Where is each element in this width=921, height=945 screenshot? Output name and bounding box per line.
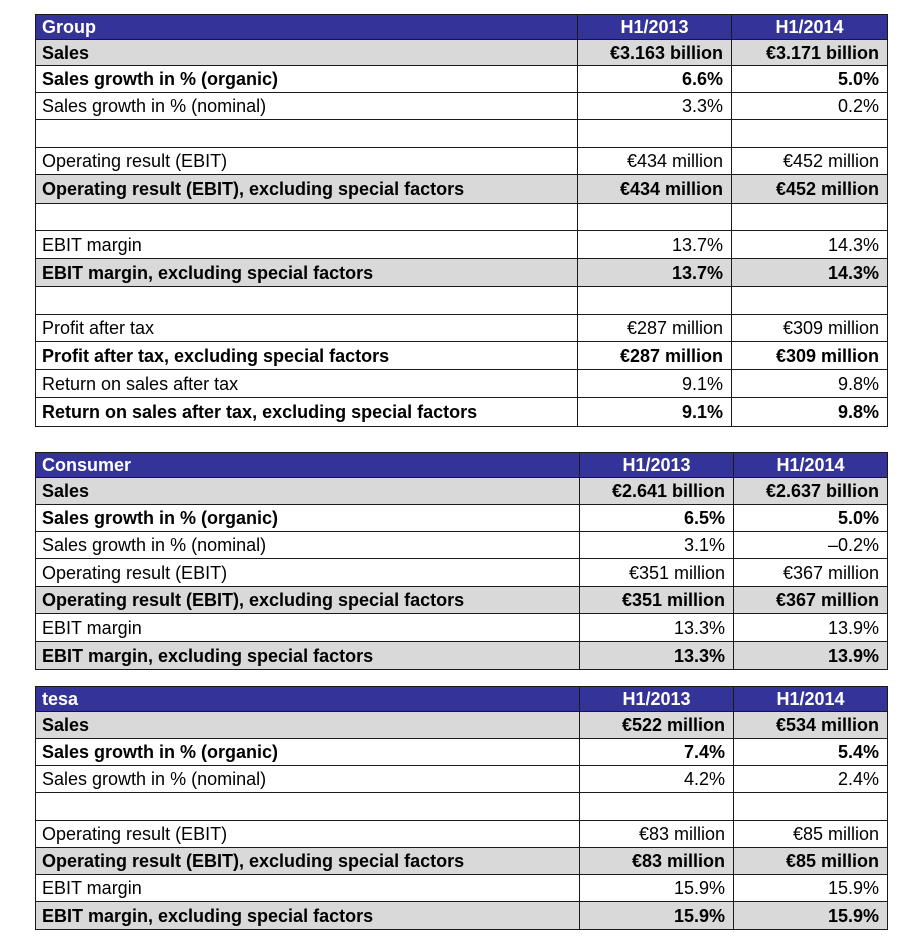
value-h1-2014: €309 million (732, 342, 888, 370)
value-h1-2013 (578, 204, 732, 231)
column-header-h1-2014: H1/2014 (734, 453, 888, 478)
value-h1-2014: 14.3% (732, 259, 888, 287)
table-row (36, 370, 888, 398)
value-h1-2014: €85 million (734, 848, 888, 875)
value-h1-2014: 13.9% (734, 614, 888, 642)
spacer-row (36, 793, 888, 821)
row-label: Operating result (EBIT), excluding special factors (36, 175, 578, 204)
value-h1-2014: €2.637 billion (734, 478, 888, 505)
value-h1-2014 (732, 204, 888, 231)
value-h1-2014: €3.171 billion (732, 40, 888, 66)
value-h1-2013: 3.1% (580, 532, 734, 559)
table-row (36, 766, 888, 793)
row-label (36, 793, 580, 821)
value-h1-2014: €452 million (732, 148, 888, 175)
value-h1-2014: –0.2% (734, 532, 888, 559)
value-h1-2014: 5.0% (732, 66, 888, 93)
table-row (36, 398, 888, 427)
value-h1-2014: €309 million (732, 315, 888, 342)
row-label: Profit after tax (36, 315, 578, 342)
value-h1-2014: 13.9% (734, 642, 888, 670)
table-row (36, 231, 888, 259)
value-h1-2013: 9.1% (578, 370, 732, 398)
value-h1-2014: €534 million (734, 712, 888, 739)
column-header-h1-2013: H1/2013 (580, 453, 734, 478)
spacer-row (36, 287, 888, 315)
row-label: EBIT margin (36, 231, 578, 259)
value-h1-2013: 13.7% (578, 259, 732, 287)
value-h1-2014: 15.9% (734, 902, 888, 930)
row-label: Operating result (EBIT) (36, 821, 580, 848)
row-label: Operating result (EBIT) (36, 148, 578, 175)
table-title: Group (36, 15, 578, 40)
table-header-row (36, 453, 888, 478)
table-row (36, 614, 888, 642)
value-h1-2014: 0.2% (732, 93, 888, 120)
value-h1-2014 (732, 120, 888, 148)
table-row (36, 93, 888, 120)
value-h1-2013: 6.5% (580, 505, 734, 532)
group-table (35, 14, 888, 427)
value-h1-2014: €367 million (734, 587, 888, 614)
table-row (36, 505, 888, 532)
row-label: Profit after tax, excluding special factors (36, 342, 578, 370)
row-label: Operating result (EBIT), excluding special factors (36, 848, 580, 875)
table-row (36, 66, 888, 93)
row-label: EBIT margin (36, 875, 580, 902)
consumer-table (35, 452, 888, 670)
row-label: EBIT margin, excluding special factors (36, 902, 580, 930)
value-h1-2014: €452 million (732, 175, 888, 204)
value-h1-2014: 9.8% (732, 370, 888, 398)
row-label: EBIT margin (36, 614, 580, 642)
value-h1-2013: 13.7% (578, 231, 732, 259)
value-h1-2014: 9.8% (732, 398, 888, 427)
value-h1-2014 (734, 793, 888, 821)
tesa-table (35, 686, 888, 930)
value-h1-2013: 3.3% (578, 93, 732, 120)
value-h1-2014: 15.9% (734, 875, 888, 902)
row-label: Sales growth in % (nominal) (36, 93, 578, 120)
row-label: Sales growth in % (organic) (36, 66, 578, 93)
column-header-h1-2014: H1/2014 (734, 687, 888, 712)
value-h1-2013 (580, 793, 734, 821)
value-h1-2013: €351 million (580, 587, 734, 614)
column-header-h1-2013: H1/2013 (580, 687, 734, 712)
value-h1-2013: 7.4% (580, 739, 734, 766)
row-label: Sales (36, 40, 578, 66)
table-title: tesa (36, 687, 580, 712)
table-row (36, 587, 888, 614)
table-row (36, 642, 888, 670)
row-label: Return on sales after tax (36, 370, 578, 398)
value-h1-2014 (732, 287, 888, 315)
value-h1-2013 (578, 120, 732, 148)
value-h1-2013: €434 million (578, 175, 732, 204)
table-row (36, 559, 888, 587)
table-row (36, 902, 888, 930)
value-h1-2013: 9.1% (578, 398, 732, 427)
value-h1-2013 (578, 287, 732, 315)
table-row (36, 532, 888, 559)
table-row (36, 712, 888, 739)
value-h1-2013: 13.3% (580, 614, 734, 642)
value-h1-2014: 5.0% (734, 505, 888, 532)
table-row (36, 315, 888, 342)
table-row (36, 875, 888, 902)
row-label: EBIT margin, excluding special factors (36, 259, 578, 287)
spacer-row (36, 204, 888, 231)
row-label: Operating result (EBIT), excluding special factors (36, 587, 580, 614)
column-header-h1-2013: H1/2013 (578, 15, 732, 40)
value-h1-2013: €83 million (580, 848, 734, 875)
value-h1-2013: 13.3% (580, 642, 734, 670)
value-h1-2013: €522 million (580, 712, 734, 739)
value-h1-2013: €287 million (578, 342, 732, 370)
table-title: Consumer (36, 453, 580, 478)
row-label: Operating result (EBIT) (36, 559, 580, 587)
value-h1-2013: 6.6% (578, 66, 732, 93)
value-h1-2013: €3.163 billion (578, 40, 732, 66)
value-h1-2014: 5.4% (734, 739, 888, 766)
row-label: Return on sales after tax, excluding special factors (36, 398, 578, 427)
table-row (36, 478, 888, 505)
row-label: Sales growth in % (organic) (36, 505, 580, 532)
spacer-row (36, 120, 888, 148)
value-h1-2014: €85 million (734, 821, 888, 848)
table-row (36, 148, 888, 175)
value-h1-2013: €83 million (580, 821, 734, 848)
value-h1-2013: 4.2% (580, 766, 734, 793)
value-h1-2014: €367 million (734, 559, 888, 587)
row-label (36, 287, 578, 315)
row-label: EBIT margin, excluding special factors (36, 642, 580, 670)
value-h1-2013: 15.9% (580, 875, 734, 902)
row-label (36, 120, 578, 148)
table-row (36, 259, 888, 287)
value-h1-2013: €351 million (580, 559, 734, 587)
table-row (36, 175, 888, 204)
value-h1-2013: €2.641 billion (580, 478, 734, 505)
row-label: Sales growth in % (nominal) (36, 532, 580, 559)
table-header-row (36, 15, 888, 40)
value-h1-2014: 2.4% (734, 766, 888, 793)
value-h1-2013: €287 million (578, 315, 732, 342)
column-header-h1-2014: H1/2014 (732, 15, 888, 40)
value-h1-2013: €434 million (578, 148, 732, 175)
value-h1-2013: 15.9% (580, 902, 734, 930)
table-header-row (36, 687, 888, 712)
row-label: Sales growth in % (organic) (36, 739, 580, 766)
table-row (36, 739, 888, 766)
row-label (36, 204, 578, 231)
table-row (36, 821, 888, 848)
row-label: Sales growth in % (nominal) (36, 766, 580, 793)
table-row (36, 40, 888, 66)
value-h1-2014: 14.3% (732, 231, 888, 259)
table-row (36, 848, 888, 875)
row-label: Sales (36, 478, 580, 505)
row-label: Sales (36, 712, 580, 739)
table-row (36, 342, 888, 370)
